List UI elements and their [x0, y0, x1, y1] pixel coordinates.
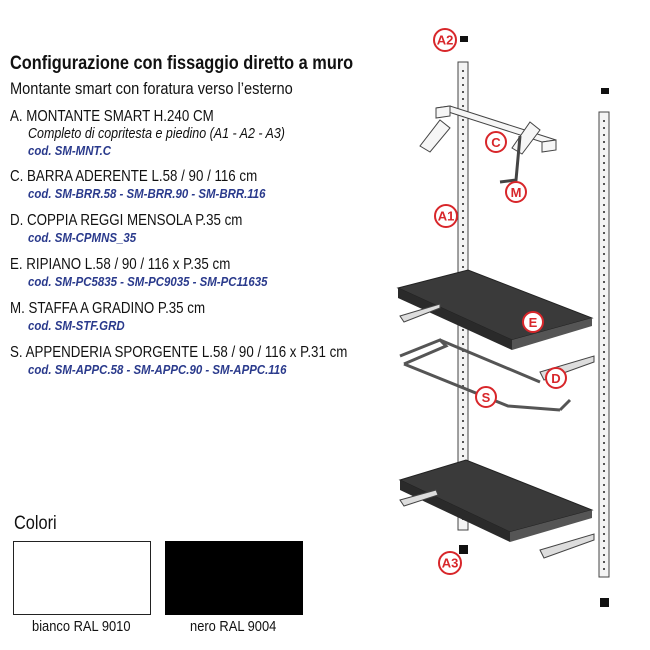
svg-text:M: M — [510, 185, 522, 200]
component-code: cod. SM-MNT.C — [28, 143, 112, 158]
svg-text:C: C — [491, 135, 501, 150]
component-code: cod. SM-CPMNS_35 — [28, 230, 137, 245]
svg-text:A3: A3 — [441, 555, 459, 571]
component-item-ripiano — [10, 256, 300, 290]
label-d — [546, 368, 566, 388]
component-code: cod. SM-PC5835 - SM-PC9035 - SM-PC11635 — [28, 274, 268, 289]
component-code: cod. SM-APPC.58 - SM-APPC.90 - SM-APPC.116 — [28, 362, 287, 377]
component-code: cod. SM-STF.GRD — [28, 318, 125, 333]
component-item-staffa — [10, 300, 237, 334]
top-cap-left — [460, 36, 468, 42]
component-name: M. STAFFA A GRADINO P.35 cm — [10, 300, 206, 317]
svg-text:S: S — [481, 390, 491, 405]
color-swatch-black — [165, 541, 303, 615]
component-name: A. MONTANTE SMART H.240 CM — [10, 108, 214, 125]
foot-right — [600, 598, 609, 607]
shelving-assembly-diagram — [380, 20, 640, 620]
component-item-montante — [10, 108, 327, 159]
color-swatch-white — [13, 541, 151, 615]
label-c — [486, 132, 506, 152]
component-name: C. BARRA ADERENTE L.58 / 90 / 116 cm — [10, 168, 258, 185]
colors-heading: Colori — [14, 513, 57, 534]
upright-right — [599, 112, 609, 577]
label-s — [476, 387, 496, 407]
label-a3 — [439, 552, 461, 574]
label-a1 — [435, 205, 457, 227]
page-title: Configurazione con fissaggio diretto a muro — [10, 53, 354, 74]
ripiano-inferiore — [400, 460, 592, 542]
reggi-mensola-lower-right — [540, 534, 594, 558]
page-subtitle: Montante smart con foratura verso l’esterno — [10, 79, 293, 98]
component-name: E. RIPIANO L.58 / 90 / 116 x P.35 cm — [10, 256, 231, 273]
top-cap-right — [601, 88, 609, 94]
color-label-black: nero RAL 9004 — [189, 618, 277, 635]
svg-text:A1: A1 — [437, 208, 455, 224]
label-m — [506, 182, 526, 202]
component-code: cod. SM-BRR.58 - SM-BRR.90 - SM-BRR.116 — [28, 186, 266, 201]
color-label-white: bianco RAL 9010 — [31, 618, 131, 635]
component-item-appenderia — [10, 344, 402, 378]
label-e — [523, 312, 543, 332]
component-name: S. APPENDERIA SPORGENTE L.58 / 90 / 116 x P.31 cm — [10, 344, 348, 361]
label-a2 — [434, 29, 456, 51]
component-description: Completo di copritesta e piedino (A1 - A2 - A3) — [28, 126, 285, 142]
svg-text:D: D — [551, 371, 561, 386]
svg-text:A2: A2 — [436, 32, 454, 48]
component-item-reggi-mensola — [10, 212, 280, 246]
foot-left — [459, 545, 468, 554]
component-name: D. COPPIA REGGI MENSOLA P.35 cm — [10, 212, 243, 229]
svg-text:E: E — [528, 315, 538, 330]
component-item-barra — [10, 168, 298, 202]
